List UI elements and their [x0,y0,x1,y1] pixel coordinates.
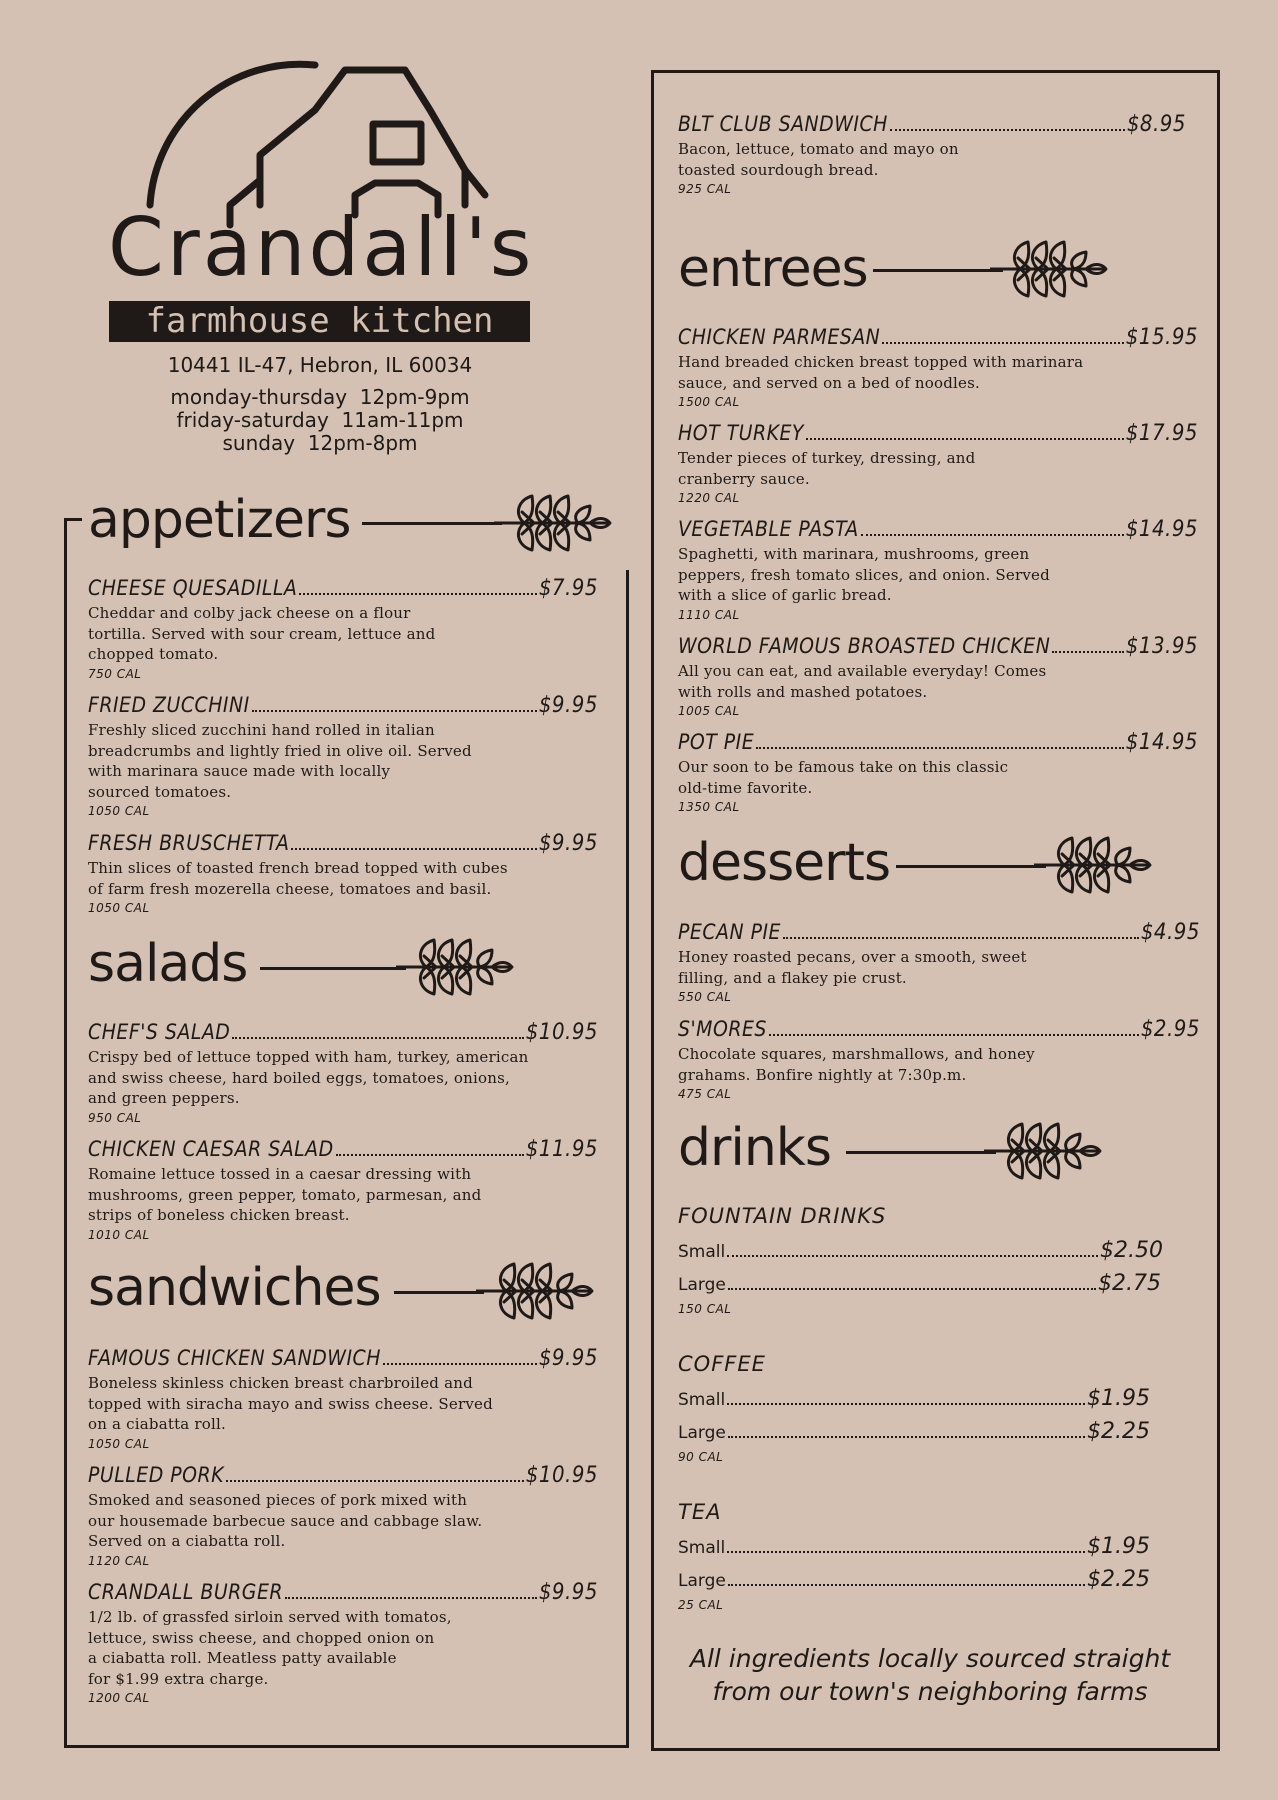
size-label: Small [678,1390,726,1410]
desc-line: our housemade barbecue sauce and cabbage slaw. [88,1511,483,1530]
drink-group-title: FOUNTAIN DRINKS [678,1204,887,1228]
desc-line: Hand breaded chicken breast topped with marinara [678,353,1084,371]
item-price: $17.95 [1125,421,1198,446]
hours-line: friday-saturday 11am-11pm [176,408,464,432]
item-name: HOT TURKEY [678,421,804,445]
drink-price-line [678,1271,1161,1296]
drink-calories: 150 CAL [678,1302,732,1316]
size-label: Large [678,1571,726,1591]
item-description [678,1044,1200,1085]
item-description [678,661,1198,702]
menu-item [678,324,1198,411]
drink-price: $1.95 [1087,1534,1150,1559]
size-label: Large [678,1275,726,1295]
desc-line: Chocolate squares, marshmallows, and honey [678,1045,1035,1063]
wheat-icon [396,936,516,998]
item-calories: 1050 CAL [88,1436,150,1451]
hours [100,386,540,455]
item-description [678,947,1200,988]
item-calories: 1050 CAL [88,804,150,818]
wheat-icon [476,1260,596,1322]
desc-line: toasted sourdough bread. [678,160,879,179]
item-name: CHEESE QUESADILLA [88,576,298,600]
leader-dots [728,1287,1096,1290]
desc-line: Boneless skinless chicken breast charbroiled and [88,1374,473,1392]
item-price: $10.95 [525,1463,598,1488]
item-calories: 1500 CAL [678,395,740,409]
frame-line [626,570,629,1748]
drink-group-title: TEA [678,1500,722,1524]
section-rule [873,269,1003,272]
item-price: $9.95 [538,831,598,856]
leader-dots [756,746,1124,749]
item-price: $8.95 [1126,112,1186,137]
item-name: CRANDALL BURGER [88,1580,284,1604]
desc-line: breadcrumbs and lightly fried in olive oil. Served [88,741,472,760]
desc-line: chopped tomato. [88,645,219,663]
desc-line: lettuce, swiss cheese, and chopped onion on [88,1628,435,1647]
desc-line: Served on a ciabatta roll. [88,1532,286,1550]
drink-group-title: COFFEE [678,1352,766,1376]
section-title-entrees: entrees [678,239,868,299]
item-name: FRIED ZUCCHINI [88,693,250,717]
menu-item [678,633,1198,720]
item-price: $7.95 [538,576,598,601]
desc-line: with a slice of garlic bread. [678,586,892,604]
menu-item [88,1345,598,1453]
item-calories: 1350 CAL [678,800,740,814]
wheat-icon [1034,834,1154,896]
desc-line: cranberry sauce. [678,469,810,488]
item-calories: 950 CAL [88,1110,142,1125]
leader-dots [336,1153,524,1156]
item-calories: 1220 CAL [678,491,740,505]
desc-line: Spaghetti, with marinara, mushrooms, green [678,545,1030,563]
desc-line: with rolls and mashed potatoes. [678,682,928,701]
menu-item [678,111,1186,198]
desc-line: All you can eat, and available everyday! Comes [678,662,1047,680]
item-description [88,720,598,802]
wheat-icon [990,238,1110,300]
item-calories: 750 CAL [88,666,142,681]
section-rule [394,1291,484,1294]
item-name: FRESH BRUSCHETTA [88,831,290,855]
desc-line: strips of boneless chicken breast. [88,1206,350,1224]
leader-dots [291,847,536,850]
size-label: Small [678,1242,726,1262]
leader-dots [727,1402,1085,1405]
drink-price: $2.25 [1087,1567,1150,1592]
leader-dots [783,936,1139,939]
drink-price: $2.75 [1098,1271,1161,1296]
desc-line: old-time favorite. [678,778,813,797]
leader-dots [727,1550,1085,1553]
item-description [88,858,598,899]
menu-item [88,1019,598,1127]
item-calories: 1120 CAL [88,1553,150,1568]
item-calories: 1010 CAL [88,1227,150,1242]
drink-price-line [678,1419,1150,1444]
desc-line: mushrooms, green pepper, tomato, parmesan, and [88,1185,482,1204]
desc-line: and swiss cheese, hard boiled eggs, tomatoes, onions, [88,1068,510,1087]
desc-line: Freshly sliced zucchini hand rolled in italian [88,721,435,739]
item-price: $4.95 [1140,920,1200,945]
desc-line: Smoked and seasoned pieces of pork mixed with [88,1491,468,1509]
item-name: S'MORES [678,1017,767,1041]
menu-item [88,1462,598,1570]
frame-line [64,1745,629,1748]
item-name: PULLED PORK [88,1463,225,1487]
drink-price: $2.25 [1087,1419,1150,1444]
desc-line: Romaine lettuce tossed in a caesar dressing with [88,1165,472,1183]
menu-item [678,1016,1200,1103]
leader-dots [383,1362,537,1365]
leader-dots [728,1435,1085,1438]
leader-dots [232,1036,523,1039]
right-panel-frame [651,70,1220,1751]
desc-line: on a ciabatta roll. [88,1415,226,1433]
item-calories: 1200 CAL [88,1691,150,1705]
leader-dots [769,1033,1139,1036]
leader-dots [727,1254,1098,1257]
leader-dots [890,128,1125,131]
item-price: $14.95 [1125,517,1198,542]
section-title-appetizers: appetizers [88,490,351,550]
item-description [88,1373,598,1435]
menu-item [88,1136,598,1244]
item-description [678,448,1198,489]
brand-name: Crandall's [108,201,535,294]
wheat-icon [984,1120,1104,1182]
leader-dots [1052,650,1123,653]
desc-line: peppers, fresh tomato slices, and onion. Served [678,565,1050,584]
item-name: CHEF'S SALAD [88,1020,231,1044]
desc-line: Honey roasted pecans, over a smooth, sweet [678,948,1027,966]
desc-line: sourced tomatoes. [88,782,232,801]
desc-line: Tender pieces of turkey, dressing, and [678,449,976,467]
leader-dots [728,1583,1085,1586]
item-description [678,544,1198,606]
wheat-icon [494,492,614,554]
desc-line: 1/2 lb. of grassfed sirloin served with tomatos, [88,1608,452,1626]
hours-line: sunday 12pm-8pm [222,431,418,455]
item-price: $15.95 [1125,325,1198,350]
drink-calories: 25 CAL [678,1598,724,1612]
section-title-drinks: drinks [678,1118,831,1178]
menu-item [678,516,1198,624]
item-price: $10.95 [525,1020,598,1045]
section-title-sandwiches: sandwiches [88,1258,381,1318]
leader-dots [882,341,1123,344]
leader-dots [806,437,1124,440]
item-description [88,603,598,665]
section-rule [260,967,406,970]
desc-line: grahams. Bonfire nightly at 7:30p.m. [678,1065,967,1084]
frame-line [64,518,67,1748]
desc-line: Our soon to be famous take on this classic [678,758,1009,776]
menu-item [88,830,598,917]
item-name: CHICKEN PARMESAN [678,325,881,349]
item-price: $11.95 [525,1137,598,1162]
item-calories: 925 CAL [678,182,732,196]
item-price: $9.95 [538,1346,598,1371]
menu-item [678,420,1198,507]
item-name: VEGETABLE PASTA [678,517,859,541]
size-label: Large [678,1423,726,1443]
item-name: POT PIE [678,730,755,754]
item-description [678,139,1186,180]
item-price: $9.95 [538,1580,598,1605]
address: 10441 IL-47, Hebron, IL 60034 [167,353,473,377]
drink-price: $1.95 [1087,1386,1150,1411]
section-title-salads: salads [88,934,248,994]
item-description [88,1490,598,1552]
desc-line: sauce, and served on a bed of noodles. [678,373,980,392]
drink-price-line [678,1534,1150,1559]
desc-line: Thin slices of toasted french bread topped with cubes [88,859,508,877]
item-calories: 1005 CAL [678,704,740,718]
footer-line: from our town's neighboring farms [712,1677,1148,1706]
footer-line: All ingredients locally sourced straight [689,1644,1171,1673]
item-description [678,757,1198,798]
menu-item [88,692,598,820]
leader-dots [226,1479,524,1482]
item-name: PECAN PIE [678,920,781,944]
item-price: $13.95 [1125,634,1198,659]
menu-item [678,729,1198,816]
drink-price-line [678,1238,1163,1263]
item-name: WORLD FAMOUS BROASTED CHICKEN [678,634,1051,658]
item-description [88,1607,598,1689]
item-calories: 550 CAL [678,990,732,1004]
desc-line: for $1.99 extra charge. [88,1669,269,1688]
item-calories: 1110 CAL [678,607,740,622]
drink-price: $2.50 [1100,1238,1163,1263]
menu-item [88,575,598,683]
desc-line: filling, and a flakey pie crust. [678,968,907,987]
desc-line: of farm fresh mozerella cheese, tomatoes and basil. [88,879,492,898]
desc-line: topped with siracha mayo and swiss cheese. Served [88,1394,493,1413]
section-title-desserts: desserts [678,833,891,893]
menu-item [88,1579,598,1707]
item-name: BLT CLUB SANDWICH [678,112,888,136]
brand-subtitle: farmhouse kitchen [109,301,530,342]
desc-line: tortilla. Served with sour cream, lettuce and [88,624,436,643]
drink-price-line [678,1386,1150,1411]
desc-line: with marinara sauce made with locally [88,762,391,780]
section-rule [896,865,1046,868]
leader-dots [285,1596,537,1599]
hours-line: monday-thursday 12pm-9pm [170,385,470,409]
footer-note [660,1642,1200,1708]
desc-line: Crispy bed of lettuce topped with ham, turkey, american [88,1048,529,1066]
size-label: Small [678,1538,726,1558]
leader-dots [299,592,537,595]
item-description [88,1164,598,1226]
drink-calories: 90 CAL [678,1450,724,1464]
menu-item [678,919,1200,1006]
item-price: $2.95 [1140,1017,1200,1042]
desc-line: Bacon, lettuce, tomato and mayo on [678,140,959,158]
item-description [678,352,1198,393]
item-calories: 1050 CAL [88,901,150,915]
drink-price-line [678,1567,1150,1592]
desc-line: and green peppers. [88,1089,240,1107]
section-rule [362,522,502,525]
section-rule [846,1151,996,1154]
item-description [88,1047,598,1109]
desc-line: a ciabatta roll. Meatless patty available [88,1649,397,1667]
desc-line: Cheddar and colby jack cheese on a flour [88,604,411,622]
item-price: $14.95 [1125,730,1198,755]
item-name: CHICKEN CAESAR SALAD [88,1137,334,1161]
item-price: $9.95 [538,693,598,718]
leader-dots [252,709,537,712]
item-calories: 475 CAL [678,1087,732,1101]
item-name: FAMOUS CHICKEN SANDWICH [88,1346,381,1370]
leader-dots [861,533,1124,536]
